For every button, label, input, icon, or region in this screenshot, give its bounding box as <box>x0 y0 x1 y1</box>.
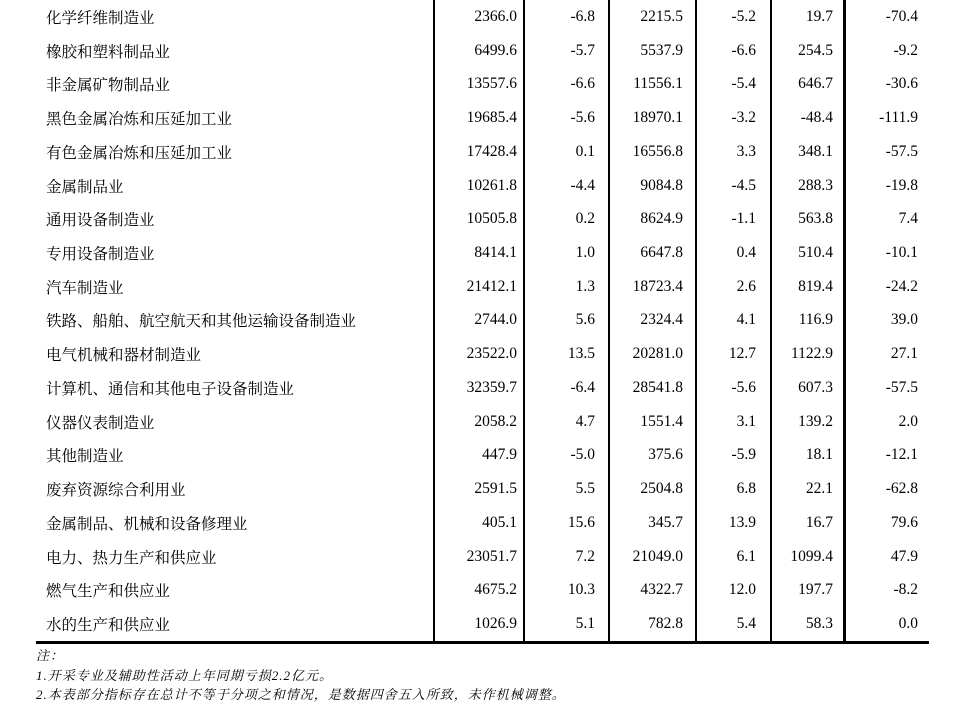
value-cell: 11556.1 <box>608 67 695 101</box>
value-cell: 288.3 <box>770 169 843 203</box>
value-cell: 6647.8 <box>608 236 695 270</box>
value-cell: 1.0 <box>523 236 608 270</box>
notes-label: 注： <box>36 648 65 663</box>
value-cell: -24.2 <box>843 270 929 304</box>
table-row <box>36 0 929 34</box>
value-cell: 13.9 <box>695 506 770 540</box>
value-cell: 8414.1 <box>433 236 523 270</box>
value-cell: 8624.9 <box>608 202 695 236</box>
value-cell: 2.6 <box>695 270 770 304</box>
value-cell: 5.1 <box>523 607 608 641</box>
value-cell: -10.1 <box>843 236 929 270</box>
value-cell: 16556.8 <box>608 135 695 169</box>
value-cell: 10261.8 <box>433 169 523 203</box>
industry-name-cell: 水的生产和供应业 <box>46 617 171 635</box>
industry-name-cell: 黑色金属冶炼和压延加工业 <box>46 111 233 129</box>
value-cell: 12.0 <box>695 573 770 607</box>
value-cell: 15.6 <box>523 506 608 540</box>
table-row <box>36 371 929 405</box>
value-cell: 1122.9 <box>770 337 843 371</box>
table-row <box>36 439 929 473</box>
value-cell: 27.1 <box>843 337 929 371</box>
value-cell: 10505.8 <box>433 202 523 236</box>
value-cell: 13.5 <box>523 337 608 371</box>
table-row <box>36 405 929 439</box>
value-cell: -57.5 <box>843 135 929 169</box>
value-cell: 17428.4 <box>433 135 523 169</box>
value-cell: -3.2 <box>695 101 770 135</box>
value-cell: 16.7 <box>770 506 843 540</box>
value-cell: -6.8 <box>523 0 608 34</box>
value-cell: 348.1 <box>770 135 843 169</box>
industry-financial-table <box>36 0 929 644</box>
value-cell: 819.4 <box>770 270 843 304</box>
industry-name-cell: 通用设备制造业 <box>46 212 155 230</box>
table-row <box>36 169 929 203</box>
value-cell: -57.5 <box>843 371 929 405</box>
table-row <box>36 270 929 304</box>
value-cell: 2504.8 <box>608 472 695 506</box>
value-cell: 2744.0 <box>433 304 523 338</box>
industry-name-cell: 化学纤维制造业 <box>46 9 155 27</box>
value-cell: 9084.8 <box>608 169 695 203</box>
value-cell: -111.9 <box>843 101 929 135</box>
industry-name-cell: 专用设备制造业 <box>46 246 155 263</box>
value-cell: 607.3 <box>770 371 843 405</box>
table-row <box>36 202 929 236</box>
value-cell: 2058.2 <box>433 405 523 439</box>
value-cell: -48.4 <box>770 101 843 135</box>
value-cell: 2215.5 <box>608 0 695 34</box>
value-cell: 447.9 <box>433 439 523 473</box>
value-cell: 2591.5 <box>433 472 523 506</box>
value-cell: -4.5 <box>695 169 770 203</box>
value-cell: 2324.4 <box>608 304 695 338</box>
value-cell: 7.2 <box>523 540 608 574</box>
value-cell: 197.7 <box>770 573 843 607</box>
value-cell: 32359.7 <box>433 371 523 405</box>
industry-name-cell: 燃气生产和供应业 <box>46 583 171 601</box>
value-cell: 7.4 <box>843 202 929 236</box>
value-cell: 2366.0 <box>433 0 523 34</box>
value-cell: 139.2 <box>770 405 843 439</box>
value-cell: 0.2 <box>523 202 608 236</box>
table-row <box>36 304 929 338</box>
industry-name-cell: 电力、热力生产和供应业 <box>46 549 217 567</box>
value-cell: 6.1 <box>695 540 770 574</box>
industry-name-cell: 有色金属冶炼和压延加工业 <box>46 144 233 162</box>
industry-name-cell: 非金属矿物制品业 <box>46 77 171 95</box>
value-cell: -6.6 <box>523 67 608 101</box>
value-cell: 1.3 <box>523 270 608 304</box>
value-cell: -5.6 <box>523 101 608 135</box>
value-cell: 4675.2 <box>433 573 523 607</box>
industry-name-cell: 仪器仪表制造业 <box>46 414 155 432</box>
value-cell: 13557.6 <box>433 67 523 101</box>
table-notes <box>36 646 916 705</box>
note-item-1: 1.开采专业及辅助性活动上年同期亏损2.2亿元。 <box>36 667 334 683</box>
value-cell: -5.9 <box>695 439 770 473</box>
value-cell: 5.6 <box>523 304 608 338</box>
value-cell: -70.4 <box>843 0 929 34</box>
value-cell: 12.7 <box>695 337 770 371</box>
value-cell: -5.0 <box>523 439 608 473</box>
value-cell: -4.4 <box>523 169 608 203</box>
value-cell: 23051.7 <box>433 540 523 574</box>
value-cell: 4322.7 <box>608 573 695 607</box>
industry-name-cell: 金属制品业 <box>46 178 124 196</box>
table-row <box>36 34 929 68</box>
value-cell: -5.7 <box>523 34 608 68</box>
value-cell: -8.2 <box>843 573 929 607</box>
value-cell: 510.4 <box>770 236 843 270</box>
value-cell: -30.6 <box>843 67 929 101</box>
value-cell: 5537.9 <box>608 34 695 68</box>
value-cell: 6.8 <box>695 472 770 506</box>
value-cell: -62.8 <box>843 472 929 506</box>
table-row <box>36 573 929 607</box>
value-cell: 3.3 <box>695 135 770 169</box>
value-cell: 1026.9 <box>433 607 523 641</box>
value-cell: 0.1 <box>523 135 608 169</box>
value-cell: 5.4 <box>695 607 770 641</box>
value-cell: 646.7 <box>770 67 843 101</box>
table-row <box>36 101 929 135</box>
value-cell: -6.6 <box>695 34 770 68</box>
value-cell: 18970.1 <box>608 101 695 135</box>
value-cell: 6499.6 <box>433 34 523 68</box>
value-cell: 2.0 <box>843 405 929 439</box>
value-cell: 1099.4 <box>770 540 843 574</box>
value-cell: 58.3 <box>770 607 843 641</box>
table-row <box>36 337 929 371</box>
value-cell: 22.1 <box>770 472 843 506</box>
value-cell: 28541.8 <box>608 371 695 405</box>
value-cell: 18723.4 <box>608 270 695 304</box>
industry-name-cell: 电气机械和器材制造业 <box>46 347 202 365</box>
industry-name-cell: 其他制造业 <box>46 448 124 466</box>
value-cell: -12.1 <box>843 439 929 473</box>
value-cell: 4.7 <box>523 405 608 439</box>
value-cell: 5.5 <box>523 472 608 506</box>
industry-name-cell: 废弃资源综合利用业 <box>46 482 186 500</box>
value-cell: -9.2 <box>843 34 929 68</box>
value-cell: 23522.0 <box>433 337 523 371</box>
value-cell: -6.4 <box>523 371 608 405</box>
value-cell: 782.8 <box>608 607 695 641</box>
value-cell: 39.0 <box>843 304 929 338</box>
note-item-2: 2.本表部分指标存在总计不等于分项之和情况，是数据四舍五入所致，未作机械调整。 <box>36 687 566 702</box>
table-row <box>36 607 929 641</box>
industry-name-cell: 汽车制造业 <box>46 279 124 297</box>
value-cell: 10.3 <box>523 573 608 607</box>
table-row <box>36 472 929 506</box>
table-row <box>36 236 929 270</box>
value-cell: 19.7 <box>770 0 843 34</box>
industry-name-cell: 铁路、船舶、航空航天和其他运输设备制造业 <box>46 313 357 331</box>
value-cell: 405.1 <box>433 506 523 540</box>
value-cell: 20281.0 <box>608 337 695 371</box>
value-cell: 254.5 <box>770 34 843 68</box>
value-cell: 3.1 <box>695 405 770 439</box>
industry-name-cell: 计算机、通信和其他电子设备制造业 <box>46 380 295 398</box>
value-cell: 79.6 <box>843 506 929 540</box>
value-cell: -5.6 <box>695 371 770 405</box>
value-cell: 563.8 <box>770 202 843 236</box>
value-cell: 18.1 <box>770 439 843 473</box>
industry-name-cell: 橡胶和塑料制品业 <box>46 43 171 61</box>
value-cell: -5.2 <box>695 0 770 34</box>
table-row <box>36 67 929 101</box>
value-cell: 47.9 <box>843 540 929 574</box>
value-cell: 4.1 <box>695 304 770 338</box>
table-row <box>36 540 929 574</box>
value-cell: 21412.1 <box>433 270 523 304</box>
value-cell: -1.1 <box>695 202 770 236</box>
value-cell: 116.9 <box>770 304 843 338</box>
value-cell: 375.6 <box>608 439 695 473</box>
value-cell: 19685.4 <box>433 101 523 135</box>
value-cell: 1551.4 <box>608 405 695 439</box>
table-row <box>36 135 929 169</box>
value-cell: 21049.0 <box>608 540 695 574</box>
table-row <box>36 506 929 540</box>
industry-name-cell: 金属制品、机械和设备修理业 <box>46 515 248 533</box>
value-cell: -19.8 <box>843 169 929 203</box>
value-cell: 0.4 <box>695 236 770 270</box>
value-cell: 345.7 <box>608 506 695 540</box>
value-cell: 0.0 <box>843 607 929 641</box>
value-cell: -5.4 <box>695 67 770 101</box>
